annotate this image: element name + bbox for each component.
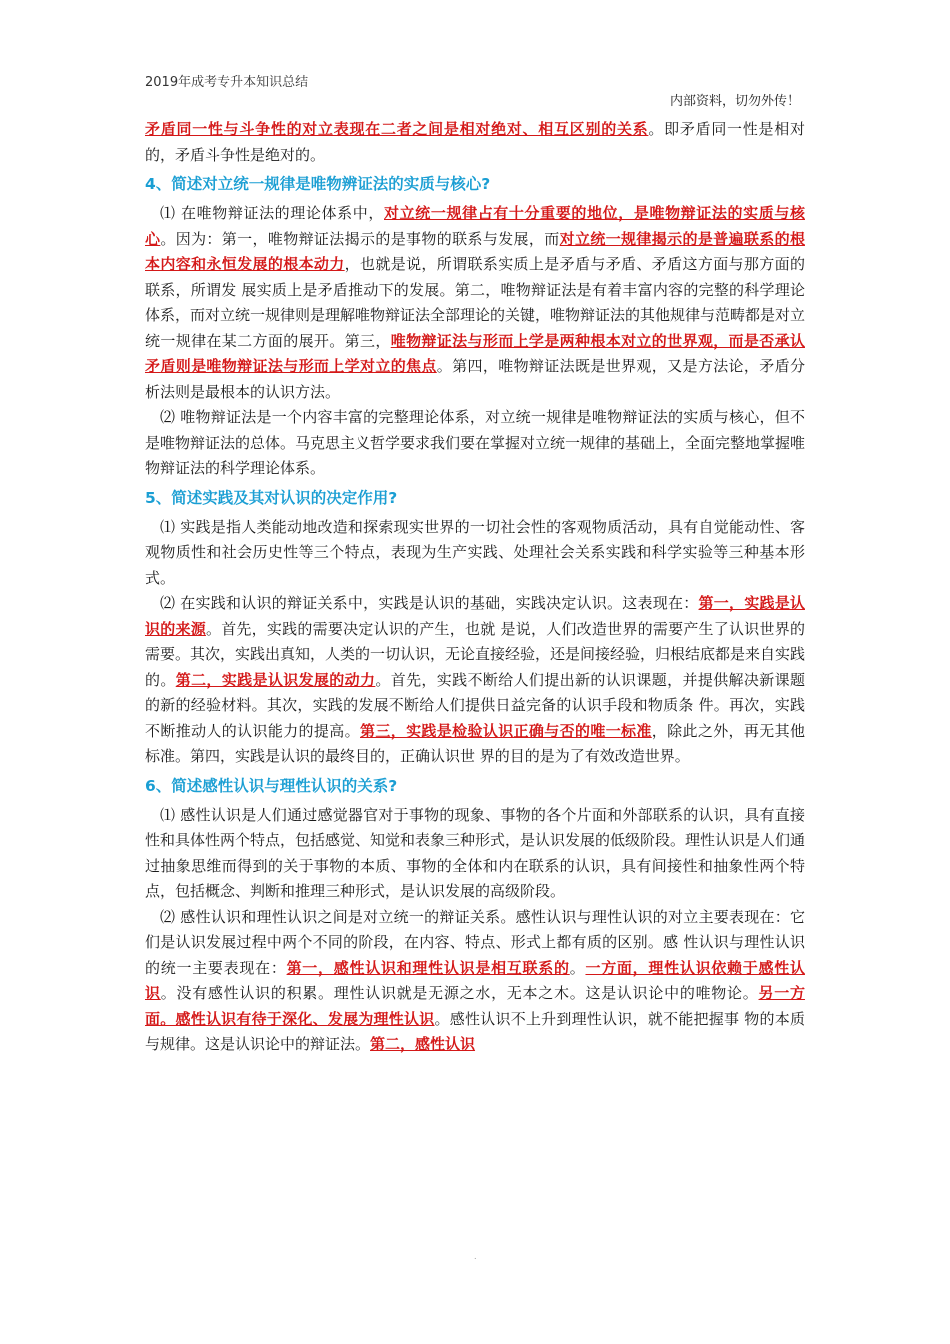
- highlighted-text: 第二，实践是认识发展的动力: [175, 670, 376, 689]
- body-text: 。: [569, 958, 586, 977]
- body-text: ，也就是说，所谓联系实质上是矛盾与矛盾、矛盾这方面与那方面的联系，所谓发 展实质上是矛盾推动下的发展。第二，唯物辩证法是有着丰富内容的完整的科学理论体系，而对立统一规律则是理解唯物辩证法全部理论的关键，唯物辩证法的其他规律与范畴都是对立统一规律在某二方面的展开。第三，: [145, 255, 806, 350]
- highlighted-text: 唯物辩证法与形而上学是两种根本对立的世界观，而是否承认矛盾则是唯物辩证法与形而上学对立的焦点: [145, 331, 805, 375]
- q6-paragraph-2: [145, 905, 805, 1058]
- intro-paragraph: [145, 117, 805, 168]
- highlighted-text: 第一，实践是认识的来源: [145, 594, 805, 638]
- highlighted-text: 另一方面。感性认识有待于深化、发展为理性认识: [145, 984, 805, 1028]
- question-4-heading: 4、简述对立统一规律是唯物辨证法的实质与核心?: [145, 175, 491, 193]
- q5-paragraph-1: ⑴ 实践是指人类能动地改造和探索现实世界的一切社会性的客观物质活动，具有自觉能动性、客观物质性和社会历史性等三个特点，表现为生产实践、处理社会关系实践和科学实验等三种基本形式。: [145, 517, 805, 587]
- body-text: ⑵ 在实践和认识的辩证关系中，实践是认识的基础，实践决定认识。这表现在：: [160, 594, 699, 612]
- body-text: ⑵ 感性认识和理性认识之间是对立统一的辩证关系。感性认识与理性认识的对立主要表现在：它们是认识发展过程中两个不同的阶段，在内容、特点、形式上都有质的区别。感 性认识与理性认识的统一主要表现在：: [145, 907, 805, 977]
- body-text: 。首先，实践不断给人们提出新的认识课题，并提供解决新课题的新的经验材料。其次，实践的发展不断给人们提供日益完备的认识手段和物质条 件。再次，实践不断推动人的认识能力的提高。: [145, 670, 805, 740]
- intro-text: 。即矛盾同一性是相对的，矛盾斗争性是绝对的。: [145, 120, 805, 164]
- body-text: 。感性认识不上升到理性认识，就不能把握事 物的本质与规律。这是认识论中的辩证法。: [145, 1009, 805, 1053]
- highlighted-text: 对立统一规律揭示的是普遍联系的根本内容和永恒发展的根本动力: [145, 229, 805, 273]
- header-left-title: 2019年成考专升本知识总结: [145, 75, 309, 90]
- highlighted-text: 第二，感性认识: [370, 1035, 476, 1053]
- q4-paragraph-2: ⑵ 唯物辩证法是一个内容丰富的完整理论体系，对立统一规律是唯物辩证法的实质与核心，但不是唯物辩证法的总体。马克思主义哲学要求我们要在掌握对立统一规律的基础上，全面完整地掌握唯物辩证法的科学理论体系。: [145, 408, 806, 477]
- question-5-heading: 5、简述实践及其对认识的决定作用?: [145, 488, 398, 507]
- body-text: 。第四，唯物辩证法既是世界观，又是方法论，矛盾分析法则是最根本的认识方法。: [145, 357, 805, 401]
- header-right-notice: 内部资料，切勿外传！: [669, 94, 800, 109]
- highlighted-text: 第三，实践是检验认识正确与否的唯一标准: [360, 721, 652, 740]
- body-text: 。首先，实践的需要决定认识的产生，也就 是说，人们改造世界的需要产生了认识世界的需要。其次，实践出真知，人类的一切认识，无论直接经验，还是间接经验，归根结底都是来自实践的。: [145, 619, 806, 689]
- q4-paragraph-1: [145, 201, 805, 405]
- body-text: ，除此之外，再无其他标准。第四，实践是认识的最终目的，正确认识世 界的目的是为了有效改造世界。: [145, 721, 805, 765]
- footer-mark: .: [474, 1252, 477, 1261]
- body-text: ⑴ 在唯物辩证法的理论体系中，: [160, 204, 384, 222]
- question-6-heading: 6、简述感性认识与理性认识的关系?: [145, 776, 398, 795]
- highlighted-text: 对立统一规律占有十分重要的地位，是唯物辩证法的实质与核心: [145, 204, 805, 248]
- highlighted-text: 第一，感性认识和理性认识是相互联系的: [286, 958, 570, 977]
- document-body: [145, 117, 805, 1058]
- intro-highlight: 矛盾同一性与斗争性的对立表现在二者之间是相对绝对、相互区别的关系: [145, 120, 649, 138]
- q6-paragraph-1: ⑴ 感性认识是人们通过感觉器官对于事物的现象、事物的各个片面和外部联系的认识，具有直接性和具体性两个特点，包括感觉、知觉和表象三种形式，是认识发展的低级阶段。理性认识是人们通过抽象思维而得到的关于事物的本质、事物的全体和内在联系的认识，具有间接性和抽象性两个特点，包括概念、判断和推理三种形式，是认识发展的高级阶段。: [145, 805, 806, 900]
- q5-paragraph-2: [145, 591, 805, 770]
- body-text: 。因为：第一，唯物辩证法揭示的是事物的联系与发展，而: [160, 229, 560, 248]
- body-text: 。没有感性认识的积累。理性认识就是无源之水，无本之木。这是认识论中的唯物论。: [160, 984, 759, 1002]
- highlighted-text: 一方面，理性认识依赖于感性认识: [145, 958, 805, 1002]
